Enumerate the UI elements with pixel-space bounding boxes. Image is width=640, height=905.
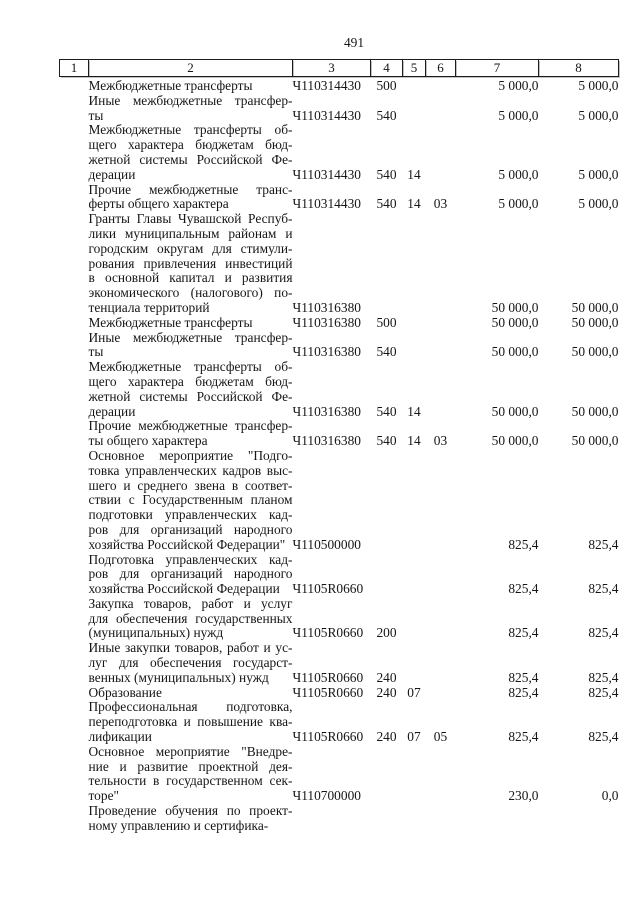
expense-type-cell — [371, 449, 403, 553]
amount-col8-cell: 5 000,0 — [578, 107, 619, 123]
amount-col7-cell: 5 000,0 — [498, 196, 539, 212]
amount-col7-cell: 825,4 — [508, 729, 539, 745]
description-line: Закупка товаров, работ и услуг — [88, 595, 293, 611]
target-article-code-cell: Ч110500000 — [292, 536, 361, 552]
description-cell — [89, 183, 293, 213]
table-row — [60, 641, 619, 685]
description-line: экономического (налогового) по- — [88, 285, 293, 301]
amount-col8-cell: 0,0 — [601, 788, 619, 804]
table-row — [60, 449, 619, 553]
expense-type-cell: 200 — [376, 625, 397, 641]
amount-col7-cell: 5 000,0 — [498, 78, 539, 93]
subsection-code-cell: 03 — [433, 433, 448, 449]
description-cell — [89, 700, 293, 744]
table-body — [60, 77, 619, 834]
target-article-code-cell: Ч1105R0660 — [292, 581, 364, 597]
description-cell — [89, 123, 293, 182]
target-article-code-cell: Ч1105R0660 — [292, 684, 364, 700]
description-line: переподготовка и повышение ква- — [88, 714, 293, 730]
description-line: Межбюджетные трансферты — [88, 78, 253, 93]
description-line: хозяйства Российской Федерации" — [88, 536, 286, 552]
table-row — [60, 123, 619, 182]
section-code-cell — [403, 641, 426, 685]
description-line: ферты общего характера — [88, 196, 229, 212]
description-cell — [89, 553, 293, 597]
table-row — [60, 745, 619, 804]
amount-col8-cell: 825,4 — [588, 669, 619, 685]
section-code-cell — [403, 553, 426, 597]
table-row — [60, 553, 619, 597]
section-code-cell — [403, 212, 426, 316]
row-number-cell — [60, 641, 89, 685]
description-cell — [89, 331, 293, 361]
table-row — [60, 77, 619, 94]
amount-col7-cell: 825,4 — [508, 536, 539, 552]
subsection-code-cell: 05 — [433, 729, 448, 745]
expense-type-cell: 500 — [376, 314, 397, 330]
target-article-code-cell: Ч110700000 — [292, 788, 361, 804]
target-article-code-cell: Ч110314430 — [292, 166, 361, 182]
description-line: Прочие межбюджетные транс- — [88, 181, 293, 197]
amount-col7-cell: 825,4 — [508, 625, 539, 641]
description-line: Образование — [88, 684, 162, 700]
section-code-cell — [403, 449, 426, 553]
description-line: Основное мероприятие "Подго- — [88, 447, 293, 463]
expense-type-cell: 240 — [376, 669, 397, 685]
amount-col7-cell: 50 000,0 — [491, 344, 539, 360]
description-cell — [89, 360, 293, 419]
amount-col8-cell: 5 000,0 — [578, 166, 619, 182]
row-number-cell — [60, 316, 89, 331]
table-row — [60, 183, 619, 213]
target-article-code-cell: Ч110314430 — [292, 196, 361, 212]
table-row — [60, 331, 619, 361]
subsection-code-cell — [426, 641, 456, 685]
subsection-code-cell — [426, 597, 456, 641]
section-code-cell — [403, 331, 426, 361]
description-line: тенциала территорий — [88, 299, 210, 315]
target-article-code-cell: Ч110316380 — [292, 433, 361, 449]
expense-type-cell — [371, 804, 403, 834]
amount-col7-cell: 825,4 — [508, 581, 539, 597]
description-line: подготовки управленческих кад- — [88, 507, 293, 523]
amount-col7-cell: 50 000,0 — [491, 433, 539, 449]
description-line: ние и развитие проектной дея- — [88, 758, 293, 774]
description-line: для обеспечения государственных — [88, 610, 293, 626]
description-cell — [89, 597, 293, 641]
table-row — [60, 316, 619, 331]
amount-col8-cell: 5 000,0 — [578, 78, 619, 93]
row-number-cell — [60, 419, 89, 449]
row-number-cell — [60, 212, 89, 316]
section-code-cell — [403, 316, 426, 331]
description-cell — [89, 449, 293, 553]
description-cell — [89, 686, 293, 701]
amount-col7-cell: 825,4 — [508, 684, 539, 700]
target-article-code-cell: Ч110314430 — [292, 78, 361, 93]
amount-col7-cell: 50 000,0 — [491, 299, 539, 315]
column-number-header: 5 — [403, 60, 426, 77]
table-row — [60, 360, 619, 419]
amount-col8-cell: 50 000,0 — [571, 314, 619, 330]
target-article-code-cell: Ч110316380 — [292, 299, 361, 315]
section-code-cell: 07 — [407, 729, 421, 745]
expense-type-cell: 540 — [376, 433, 397, 449]
expense-type-cell: 240 — [376, 729, 397, 745]
column-number-header: 4 — [371, 60, 403, 77]
description-line: лификации — [88, 729, 152, 745]
description-line: Прочие межбюджетные трансфер- — [88, 418, 293, 434]
target-article-code-cell: Ч110316380 — [292, 314, 361, 330]
section-code-cell — [403, 94, 426, 124]
description-cell — [89, 419, 293, 449]
amount-col8-cell — [539, 804, 619, 834]
expense-type-cell: 540 — [376, 107, 397, 123]
expense-type-cell — [371, 553, 403, 597]
page-number: 491 — [343, 35, 365, 50]
description-cell — [89, 641, 293, 685]
column-number-header: 2 — [89, 60, 293, 77]
section-code-cell: 07 — [407, 684, 421, 700]
row-number-cell — [60, 94, 89, 124]
description-line: ров для организаций народного — [88, 521, 293, 537]
description-line: рования привлечения инвестиций — [88, 255, 293, 271]
target-article-code-cell — [293, 804, 371, 834]
amount-col7-cell: 825,4 — [508, 669, 539, 685]
amount-col8-cell: 825,4 — [588, 625, 619, 641]
subsection-code-cell — [426, 553, 456, 597]
description-line: Межбюджетные трансферты об- — [88, 122, 293, 138]
amount-col8-cell: 825,4 — [588, 581, 619, 597]
amount-col7-cell: 50 000,0 — [491, 314, 539, 330]
description-line: жетной системы Российской Фе- — [88, 388, 293, 404]
table-row — [60, 804, 619, 834]
expense-type-cell: 540 — [376, 344, 397, 360]
row-number-cell — [60, 686, 89, 701]
description-cell — [89, 77, 293, 94]
table-row — [60, 700, 619, 744]
target-article-code-cell: Ч1105R0660 — [292, 729, 364, 745]
amount-col7-cell: 50 000,0 — [491, 403, 539, 419]
description-line: жетной системы Российской Фе- — [88, 151, 293, 167]
amount-col7-cell: 230,0 — [508, 788, 539, 804]
column-number-header: 7 — [456, 60, 539, 77]
description-line: щего характера бюджетам бюд- — [88, 373, 293, 389]
subsection-code-cell — [426, 449, 456, 553]
row-number-cell — [60, 745, 89, 804]
subsection-code-cell — [426, 331, 456, 361]
target-article-code-cell: Ч110316380 — [292, 403, 361, 419]
column-number-header: 1 — [60, 60, 89, 77]
target-article-code-cell: Ч1105R0660 — [292, 625, 364, 641]
target-article-code-cell: Ч110314430 — [292, 107, 361, 123]
subsection-code-cell — [426, 94, 456, 124]
description-line: Иные закупки товаров, работ и ус- — [88, 640, 293, 656]
expense-type-cell: 500 — [376, 78, 397, 93]
subsection-code-cell — [426, 316, 456, 331]
section-code-cell: 14 — [407, 403, 421, 419]
description-line: Профессиональная подготовка, — [88, 699, 293, 715]
description-line: (муниципальных) нужд — [88, 625, 224, 641]
description-line: в основной капитал и развития — [88, 270, 293, 286]
description-line: ты — [88, 107, 104, 123]
row-number-cell — [60, 449, 89, 553]
subsection-code-cell — [426, 360, 456, 419]
table-row — [60, 686, 619, 701]
budget-table — [59, 59, 619, 834]
description-line: ствии с Государственным планом — [88, 492, 293, 508]
description-cell — [89, 745, 293, 804]
amount-col8-cell: 5 000,0 — [578, 196, 619, 212]
row-number-cell — [60, 331, 89, 361]
section-code-cell — [403, 804, 426, 834]
amount-col8-cell: 50 000,0 — [571, 344, 619, 360]
subsection-code-cell — [426, 77, 456, 94]
description-cell — [89, 94, 293, 124]
expense-type-cell: 540 — [376, 403, 397, 419]
table-row — [60, 94, 619, 124]
column-number-header: 8 — [539, 60, 619, 77]
amount-col8-cell: 825,4 — [588, 684, 619, 700]
description-cell — [89, 316, 293, 331]
description-line: Подготовка управленческих кад- — [88, 551, 293, 567]
description-line: городским округам для стимули- — [88, 240, 293, 256]
row-number-cell — [60, 700, 89, 744]
section-code-cell: 14 — [407, 166, 421, 182]
column-number-header: 3 — [293, 60, 371, 77]
subsection-code-cell — [426, 123, 456, 182]
section-code-cell — [403, 597, 426, 641]
subsection-code-cell — [426, 686, 456, 701]
description-cell — [89, 212, 293, 316]
section-code-cell — [403, 77, 426, 94]
description-line: ты общего характера — [88, 433, 208, 449]
description-line: ному управлению и сертифика- — [88, 817, 269, 833]
subsection-code-cell: 03 — [433, 196, 448, 212]
description-line: тельности в государственном сек- — [88, 773, 293, 789]
amount-col8-cell: 825,4 — [588, 729, 619, 745]
amount-col8-cell: 50 000,0 — [571, 403, 619, 419]
amount-col7-cell — [456, 804, 539, 834]
row-number-cell — [60, 804, 89, 834]
column-number-header: 6 — [426, 60, 456, 77]
description-line: Межбюджетные трансферты об- — [88, 359, 293, 375]
expense-type-cell: 540 — [376, 196, 397, 212]
section-code-cell: 14 — [407, 196, 421, 212]
amount-col8-cell: 50 000,0 — [571, 433, 619, 449]
row-number-cell — [60, 597, 89, 641]
description-line: дерации — [88, 403, 136, 419]
description-line: хозяйства Российской Федерации — [88, 581, 280, 597]
description-line: венных (муниципальных) нужд — [88, 669, 269, 685]
expense-type-cell — [371, 745, 403, 804]
description-cell — [89, 804, 293, 834]
expense-type-cell: 240 — [376, 684, 397, 700]
section-code-cell: 14 — [407, 433, 421, 449]
description-line: лики муниципальным районам и — [88, 225, 293, 241]
row-number-cell — [60, 360, 89, 419]
amount-col7-cell: 5 000,0 — [498, 107, 539, 123]
amount-col7-cell: 5 000,0 — [498, 166, 539, 182]
description-line: щего характера бюджетам бюд- — [88, 137, 293, 153]
row-number-cell — [60, 77, 89, 94]
row-number-cell — [60, 183, 89, 213]
description-line: Иные межбюджетные трансфер- — [88, 329, 293, 345]
subsection-code-cell — [426, 804, 456, 834]
amount-col8-cell: 50 000,0 — [571, 299, 619, 315]
description-line: ты — [88, 344, 104, 360]
row-number-cell — [60, 123, 89, 182]
header-row — [60, 60, 619, 77]
description-line: Основное мероприятие "Внедре- — [88, 743, 293, 759]
section-code-cell — [403, 745, 426, 804]
subsection-code-cell — [426, 212, 456, 316]
description-line: шего и среднего звена в соответ- — [88, 477, 293, 493]
description-line: луг для обеспечения государст- — [88, 655, 293, 671]
description-line: Гранты Главы Чувашской Респуб- — [88, 211, 293, 227]
description-line: торе" — [88, 788, 119, 804]
target-article-code-cell: Ч110316380 — [292, 344, 361, 360]
description-line: Межбюджетные трансферты — [88, 314, 253, 330]
table-row — [60, 419, 619, 449]
description-line: товка управленческих кадров выс- — [88, 462, 293, 478]
target-article-code-cell: Ч1105R0660 — [292, 669, 364, 685]
expense-type-cell — [371, 212, 403, 316]
description-line: дерации — [88, 166, 136, 182]
amount-col8-cell: 825,4 — [588, 536, 619, 552]
subsection-code-cell — [426, 745, 456, 804]
table-row — [60, 212, 619, 316]
description-line: Иные межбюджетные трансфер- — [88, 92, 293, 108]
expense-type-cell: 540 — [376, 166, 397, 182]
description-line: ров для организаций народного — [88, 566, 293, 582]
description-line: Проведение обучения по проект- — [88, 803, 293, 819]
row-number-cell — [60, 553, 89, 597]
table-row — [60, 597, 619, 641]
